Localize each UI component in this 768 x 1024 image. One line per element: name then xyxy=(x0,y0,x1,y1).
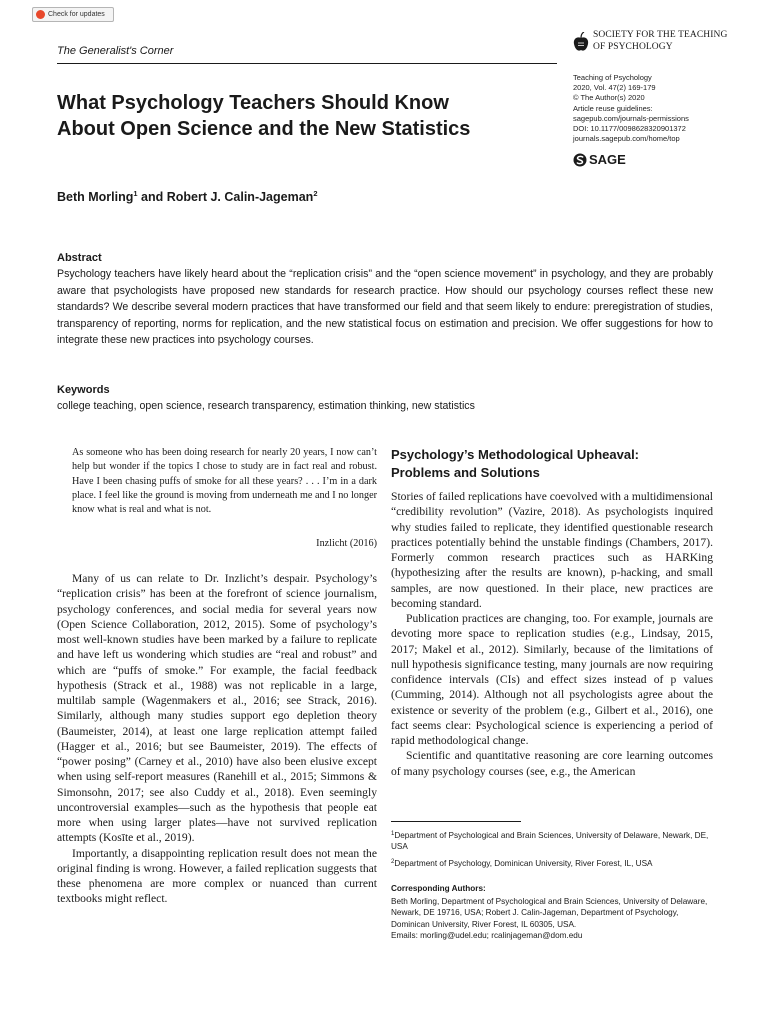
corresponding-emails[interactable]: Emails: morling@udel.edu; rcalinjageman@dom.edu xyxy=(391,931,583,941)
copyright: © The Author(s) 2020 xyxy=(573,93,645,103)
journal-name: Teaching of Psychology xyxy=(573,73,652,82)
right-column xyxy=(391,489,713,779)
journal-url[interactable]: journals.sagepub.com/home/top xyxy=(573,134,680,144)
epigraph-citation: Inzlicht (2016) xyxy=(316,538,377,549)
doi[interactable]: DOI: 10.1177/0098628320901372 xyxy=(573,124,686,134)
section-heading-line1: Psychology’s Methodological Upheaval: xyxy=(391,447,640,462)
epigraph-quote: As someone who has been doing research for nearly 20 years, I now can’t help but wonder if the topics I chose to study are in fact real and robust. Have I been chasing puffs of smoke for all these years? . . . I’m in a dark place. I feel like the ground is moving from underneath me and I no longer know what is real and what is not. xyxy=(72,447,377,516)
body-paragraph: Importantly, a disappointing replication result does not mean the original finding is wrong. However, a failed replication suggests that these phenomena are more complex or nuanced than current textbooks might reflect. xyxy=(57,846,377,906)
keywords-heading: Keywords xyxy=(57,384,110,396)
affiliation-2-marker: 2 xyxy=(391,858,395,865)
author-2: Robert J. Calin-Jageman xyxy=(166,190,314,204)
journal-volume: 2020, Vol. 47(2) 169-179 xyxy=(573,83,656,93)
author-2-affiliation: 2 xyxy=(313,189,318,198)
affiliations xyxy=(391,829,713,873)
article-title xyxy=(57,90,557,142)
left-column xyxy=(57,571,377,907)
body-paragraph: Many of us can relate to Dr. Inzlicht’s despair. Psychology’s “replication crisis” has been at the forefront of science journalism, psychology conferences, and social media for several years now (Open Science Collaboration, 2012, 2015). Some of psychology’s most well-known studies have been marked by a failure to replicate and have left us wondering which studies are “real and robust” and which are “puffs of smoke.” For example, the facial feedback hypothesis (Strack et al., 1988) was not replicable in a large, multilab sample (Wagenmakers et al., 2016; see Strack, 2016). Similarly, although many studies support ego depletion theory (Baumeister, 2014), at least one large replication attempt failed (Hagger et al., 2016; but see Baumeister, 2019). The effects of “power posing” (Carney et al., 2010) have also been elusive except when using self-report measures (Ranehill et al., 2015; Simmons & Simonsohn, 2017; see also Cuddy et al., 2018). Even seemingly uncontroversial examples—such as the hypothesis that people eat more when using larger plates—have not survived replication attempts (Kosīte et al., 2019). xyxy=(57,572,377,845)
abstract-heading: Abstract xyxy=(57,252,102,264)
article-title-line1: What Psychology Teachers Should Know xyxy=(57,92,449,114)
affiliation-1-marker: 1 xyxy=(391,831,395,837)
society-name-line2: OF PSYCHOLOGY xyxy=(593,42,673,52)
article-title-line2: About Open Science and the New Statistics xyxy=(57,118,471,140)
author-1-affiliation: 1 xyxy=(133,189,138,198)
section-label: The Generalist's Corner xyxy=(57,45,174,57)
update-icon xyxy=(36,10,45,19)
apple-icon xyxy=(573,32,589,54)
corresponding-heading: Corresponding Authors: xyxy=(391,884,486,893)
publisher-logo xyxy=(573,152,626,167)
author-join: and xyxy=(137,190,167,204)
body-paragraph: Scientific and quantitative reasoning are core learning outcomes of many psychology courses (see, e.g., the American xyxy=(391,749,713,778)
reuse-label: Article reuse guidelines: xyxy=(573,103,653,113)
footnote-divider xyxy=(391,821,521,822)
corresponding-info xyxy=(391,896,713,942)
author-1: Beth Morling xyxy=(57,190,134,204)
abstract-text: Psychology teachers have likely heard about the “replication crisis” and the “open science movement” in psychology, and they are probably aware that psychologists have proposed new standards for research practice. How should our psychology courses reflect these new standards? We describe several modern practices that have transformed our field and that seem likely to endure: preregistration of studies, transparency of reporting, norms for replication, and the new statistical focus on estimation and precision. We offer suggestions for how to integrate these new practices into psychology courses. xyxy=(57,268,713,346)
affiliation-2 xyxy=(391,857,713,869)
corresponding-text: Beth Morling, Department of Psychological and Brain Sciences, University of Delaware, Newark, DE 19716, USA; Robert J. Calin-Jageman, Department of Psychology, Dominican University, River Forest, IL 60305, USA. xyxy=(391,897,708,929)
journal-meta xyxy=(573,73,689,144)
check-for-updates-button[interactable] xyxy=(32,7,114,22)
body-paragraph: Stories of failed replications have coevolved with a multidimensional “credibility revolution” (Vazire, 2018). As psychologists inquired why studies failed to replicate, they identified questionable research practices potentially behind the unstable findings (Chambers, 2017). Formerly common research practices such as HARKing (hypothesizing after the results are known), p-hacking, and small samples, are now questioned. In their place, new practices are becoming standard. xyxy=(391,490,713,610)
society-logo xyxy=(573,29,727,54)
body-paragraph: Publication practices are changing, too. For example, journals are devoting more space to replication studies (e.g., Lindsay, 2015, 2017; Makel et al., 2012). Similarly, because of the limitations of null hypothesis significance testing, many journals are now requiring confidence intervals (CIs) and effect sizes instead of p values (Cumming, 2014). Although not all psychologists agree about the existence or severity of the problem (e.g., Gilbert et al., 2016), one fact seems clear: Psychological science is experiencing a period of rapid methodological change. xyxy=(391,612,713,747)
sage-logo-icon xyxy=(573,153,587,167)
affiliation-1 xyxy=(391,829,713,853)
society-name-line1: SOCIETY FOR THE TEACHING xyxy=(593,30,728,40)
permissions-link[interactable]: sagepub.com/journals-permissions xyxy=(573,113,689,123)
keywords-text: college teaching, open science, research transparency, estimation thinking, new statistics xyxy=(57,400,475,412)
header-divider xyxy=(57,63,557,64)
section-heading-line2: Problems and Solutions xyxy=(391,465,540,480)
publisher-name: SAGE xyxy=(589,152,626,167)
section-heading xyxy=(391,446,713,482)
author-list xyxy=(57,189,317,204)
check-for-updates-label: Check for updates xyxy=(48,11,105,18)
affiliation-2-text: Department of Psychology, Dominican University, River Forest, IL, USA xyxy=(394,858,653,868)
affiliation-1-text: Department of Psychological and Brain Sciences, University of Delaware, Newark, DE, USA xyxy=(391,831,709,852)
